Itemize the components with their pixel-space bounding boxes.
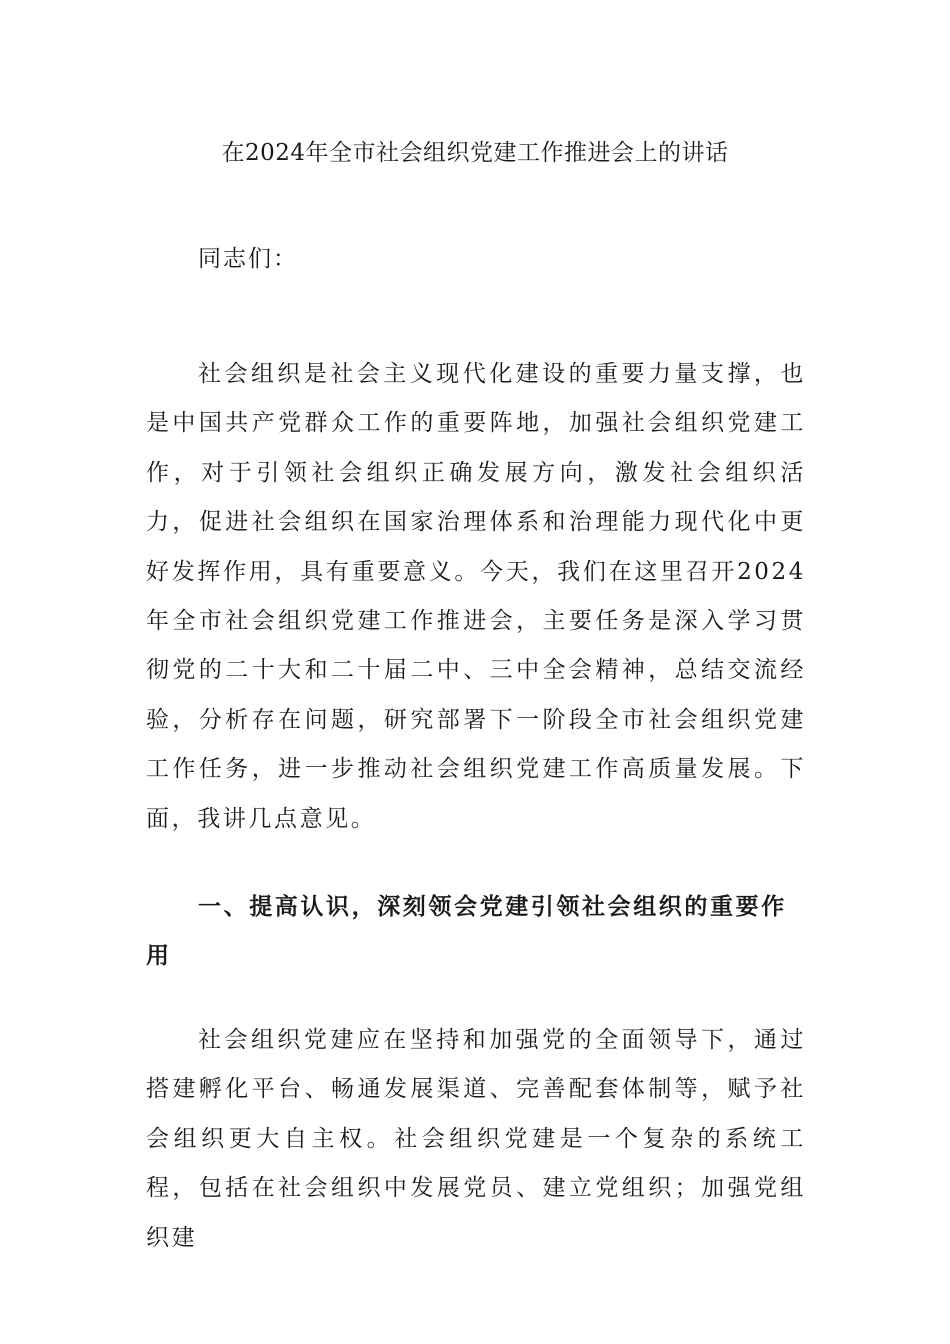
body-paragraph: 社会组织是社会主义现代化建设的重要力量支撑，也是中国共产党群众工作的重要阵地，加强社会组织党建工作，对于引领社会组织正确发展方向，激发社会组织活力，促进社会组织在国家治理体系和治理能力现代化中更好发挥作用，具有重要意义。今天，我们在这里召开2024年全市社会组织党建工作推进会，主要任务是深入学习贯彻党的二十大和二十届二中、三中全会精神，总结交流经验，分析存在问题，研究部署下一阶段全市社会组织党建工作任务，进一步推动社会组织党建工作高质量发展。下面，我讲几点意见。: [146, 361, 806, 832]
document-title: 在2024年全市社会组织党建工作推进会上的讲话: [221, 140, 729, 166]
section-heading: 一、提高认识，深刻领会党建引领社会组织的重要作用: [146, 893, 787, 970]
body-paragraph: 社会组织党建应在坚持和加强党的全面领导下，通过搭建孵化平台、畅通发展渠道、完善配套体制等，赋予社会组织更大自主权。社会组织党建是一个复杂的系统工程，包括在社会组织中发展党员、建立党组织；加强党组织建: [146, 1027, 806, 1251]
salutation: 同志们：: [198, 246, 298, 272]
